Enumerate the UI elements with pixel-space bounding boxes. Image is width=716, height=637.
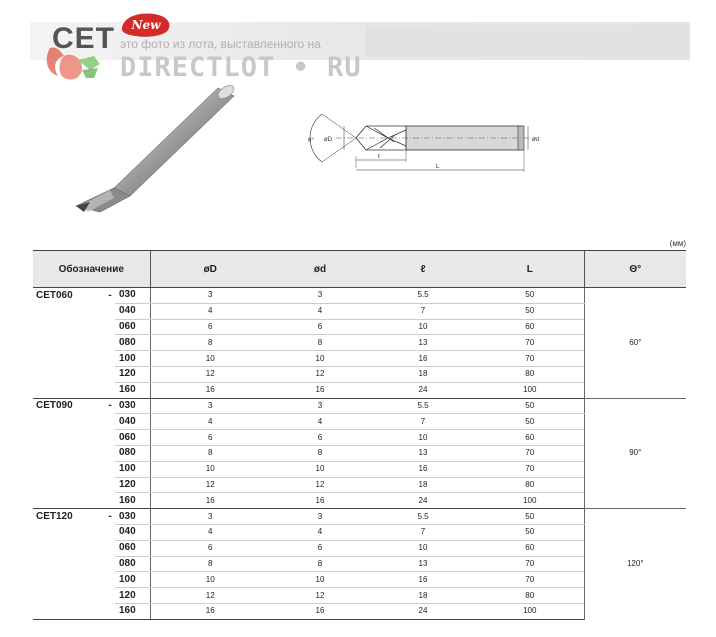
- cell-d: 12: [270, 477, 370, 493]
- cell-L: 50: [476, 288, 584, 304]
- size-suffix: 100: [115, 572, 150, 588]
- table-row: [33, 288, 686, 304]
- product-code: [33, 603, 105, 619]
- cell-L: 50: [476, 524, 584, 540]
- cell-L: 80: [476, 366, 584, 382]
- product-code: [33, 414, 105, 430]
- cell-L: 70: [476, 351, 584, 367]
- code-dash: [105, 461, 115, 477]
- label-theta: θ°: [308, 138, 314, 144]
- cell-L: 50: [476, 414, 584, 430]
- cell-L: 60: [476, 540, 584, 556]
- tool-photo: [70, 78, 250, 218]
- size-suffix: 080: [115, 556, 150, 572]
- cell-D: 12: [150, 366, 270, 382]
- cell-L: 70: [476, 335, 584, 351]
- watermark-caption: это фото из лота, выставленного на: [120, 37, 321, 51]
- cell-d: 3: [270, 398, 370, 414]
- product-code: [33, 351, 105, 367]
- cell-D: 16: [150, 493, 270, 509]
- cell-L: 70: [476, 572, 584, 588]
- cell-l: 16: [370, 351, 476, 367]
- code-dash: [105, 588, 115, 604]
- cell-D: 6: [150, 540, 270, 556]
- table-row: [33, 398, 686, 414]
- product-code: [33, 524, 105, 540]
- cell-d: 16: [270, 603, 370, 619]
- cell-D: 12: [150, 588, 270, 604]
- new-badge: [118, 10, 174, 40]
- table-row: [33, 509, 686, 525]
- cell-D: 16: [150, 382, 270, 398]
- cell-d: 8: [270, 445, 370, 461]
- cell-d: 8: [270, 335, 370, 351]
- cell-d: 10: [270, 461, 370, 477]
- size-suffix: 030: [115, 288, 150, 304]
- cell-angle: 120°: [584, 509, 686, 620]
- cell-l: 18: [370, 366, 476, 382]
- size-suffix: 060: [115, 540, 150, 556]
- code-dash: [105, 303, 115, 319]
- cell-L: 60: [476, 430, 584, 446]
- cell-D: 6: [150, 319, 270, 335]
- cell-D: 10: [150, 572, 270, 588]
- size-suffix: 040: [115, 414, 150, 430]
- cell-d: 6: [270, 319, 370, 335]
- product-code: [33, 335, 105, 351]
- cell-d: 8: [270, 556, 370, 572]
- cell-l: 10: [370, 540, 476, 556]
- cell-d: 10: [270, 351, 370, 367]
- product-code: [33, 572, 105, 588]
- cell-d: 12: [270, 588, 370, 604]
- cell-d: 12: [270, 366, 370, 382]
- cell-l: 13: [370, 335, 476, 351]
- code-dash: [105, 335, 115, 351]
- size-suffix: 060: [115, 430, 150, 446]
- size-suffix: 040: [115, 303, 150, 319]
- spec-table: [33, 250, 686, 620]
- header-D: øD: [150, 251, 270, 288]
- cell-l: 16: [370, 572, 476, 588]
- cell-D: 3: [150, 509, 270, 525]
- product-code: CET090: [33, 398, 105, 414]
- product-code: [33, 588, 105, 604]
- product-code: CET120: [33, 509, 105, 525]
- watermark-brand: DIRECTLOT • RU: [120, 52, 362, 83]
- label-d: ød: [532, 137, 540, 143]
- cell-L: 60: [476, 319, 584, 335]
- header-designation: Обозначение: [33, 251, 150, 288]
- header-d: ød: [270, 251, 370, 288]
- cell-d: 16: [270, 493, 370, 509]
- product-code: [33, 382, 105, 398]
- size-suffix: 030: [115, 509, 150, 525]
- table-header-row: [33, 251, 686, 288]
- cell-d: 10: [270, 572, 370, 588]
- cell-d: 6: [270, 430, 370, 446]
- cell-D: 4: [150, 414, 270, 430]
- cell-L: 100: [476, 493, 584, 509]
- code-dash: -: [105, 509, 115, 525]
- size-suffix: 100: [115, 351, 150, 367]
- cell-l: 5.5: [370, 398, 476, 414]
- cell-D: 3: [150, 288, 270, 304]
- cell-l: 24: [370, 603, 476, 619]
- size-suffix: 160: [115, 603, 150, 619]
- size-suffix: 120: [115, 477, 150, 493]
- cell-l: 13: [370, 445, 476, 461]
- code-dash: [105, 430, 115, 446]
- size-suffix: 160: [115, 493, 150, 509]
- code-dash: [105, 572, 115, 588]
- cell-D: 8: [150, 445, 270, 461]
- cell-L: 80: [476, 477, 584, 493]
- header-theta: Θ°: [584, 251, 686, 288]
- header-L: L: [476, 251, 584, 288]
- cell-l: 5.5: [370, 509, 476, 525]
- cell-l: 7: [370, 303, 476, 319]
- code-dash: -: [105, 398, 115, 414]
- product-code: [33, 540, 105, 556]
- cell-l: 16: [370, 461, 476, 477]
- code-dash: [105, 540, 115, 556]
- cell-l: 7: [370, 524, 476, 540]
- product-code: [33, 477, 105, 493]
- header-l: ℓ: [370, 251, 476, 288]
- cell-L: 100: [476, 382, 584, 398]
- cell-l: 24: [370, 382, 476, 398]
- cell-l: 18: [370, 588, 476, 604]
- code-dash: [105, 524, 115, 540]
- cell-d: 3: [270, 509, 370, 525]
- cell-D: 12: [150, 477, 270, 493]
- cell-angle: 60°: [584, 288, 686, 399]
- product-code: [33, 319, 105, 335]
- product-code: CET060: [33, 288, 105, 304]
- product-code: [33, 366, 105, 382]
- header-band-right: [365, 25, 690, 57]
- code-dash: [105, 351, 115, 367]
- cell-d: 4: [270, 303, 370, 319]
- size-suffix: 100: [115, 461, 150, 477]
- product-code: [33, 461, 105, 477]
- cell-L: 50: [476, 509, 584, 525]
- badge-text: New: [131, 18, 161, 32]
- cell-d: 6: [270, 540, 370, 556]
- units-label: (мм): [669, 239, 686, 248]
- product-code: [33, 445, 105, 461]
- code-dash: [105, 556, 115, 572]
- cell-l: 7: [370, 414, 476, 430]
- cell-d: 3: [270, 288, 370, 304]
- cell-D: 10: [150, 351, 270, 367]
- cell-l: 18: [370, 477, 476, 493]
- code-dash: [105, 477, 115, 493]
- label-D: øD: [324, 137, 332, 143]
- cell-l: 10: [370, 319, 476, 335]
- cell-D: 3: [150, 398, 270, 414]
- cell-L: 50: [476, 398, 584, 414]
- cell-D: 16: [150, 603, 270, 619]
- cell-L: 70: [476, 445, 584, 461]
- product-code: [33, 430, 105, 446]
- cell-L: 50: [476, 303, 584, 319]
- code-dash: [105, 366, 115, 382]
- label-l: ℓ: [378, 154, 380, 160]
- code-dash: -: [105, 288, 115, 304]
- product-code: [33, 556, 105, 572]
- code-dash: [105, 414, 115, 430]
- cell-l: 5.5: [370, 288, 476, 304]
- size-suffix: 120: [115, 588, 150, 604]
- cell-l: 24: [370, 493, 476, 509]
- cell-D: 8: [150, 335, 270, 351]
- code-dash: [105, 603, 115, 619]
- code-dash: [105, 382, 115, 398]
- cell-L: 70: [476, 461, 584, 477]
- cell-d: 4: [270, 414, 370, 430]
- cell-l: 10: [370, 430, 476, 446]
- size-suffix: 030: [115, 398, 150, 414]
- label-L: L: [436, 164, 440, 170]
- size-suffix: 120: [115, 366, 150, 382]
- size-suffix: 060: [115, 319, 150, 335]
- size-suffix: 080: [115, 335, 150, 351]
- code-dash: [105, 445, 115, 461]
- size-suffix: 160: [115, 382, 150, 398]
- cell-angle: 90°: [584, 398, 686, 509]
- code-dash: [105, 493, 115, 509]
- cell-d: 4: [270, 524, 370, 540]
- cell-d: 16: [270, 382, 370, 398]
- cell-D: 4: [150, 303, 270, 319]
- cell-D: 6: [150, 430, 270, 446]
- code-dash: [105, 319, 115, 335]
- cell-D: 4: [150, 524, 270, 540]
- cell-l: 13: [370, 556, 476, 572]
- technical-drawing: [296, 104, 566, 184]
- cell-D: 10: [150, 461, 270, 477]
- cell-L: 100: [476, 603, 584, 619]
- size-suffix: 080: [115, 445, 150, 461]
- cell-L: 70: [476, 556, 584, 572]
- product-code: [33, 303, 105, 319]
- cell-L: 80: [476, 588, 584, 604]
- product-code: [33, 493, 105, 509]
- cell-D: 8: [150, 556, 270, 572]
- page-title: CET: [52, 22, 115, 55]
- size-suffix: 040: [115, 524, 150, 540]
